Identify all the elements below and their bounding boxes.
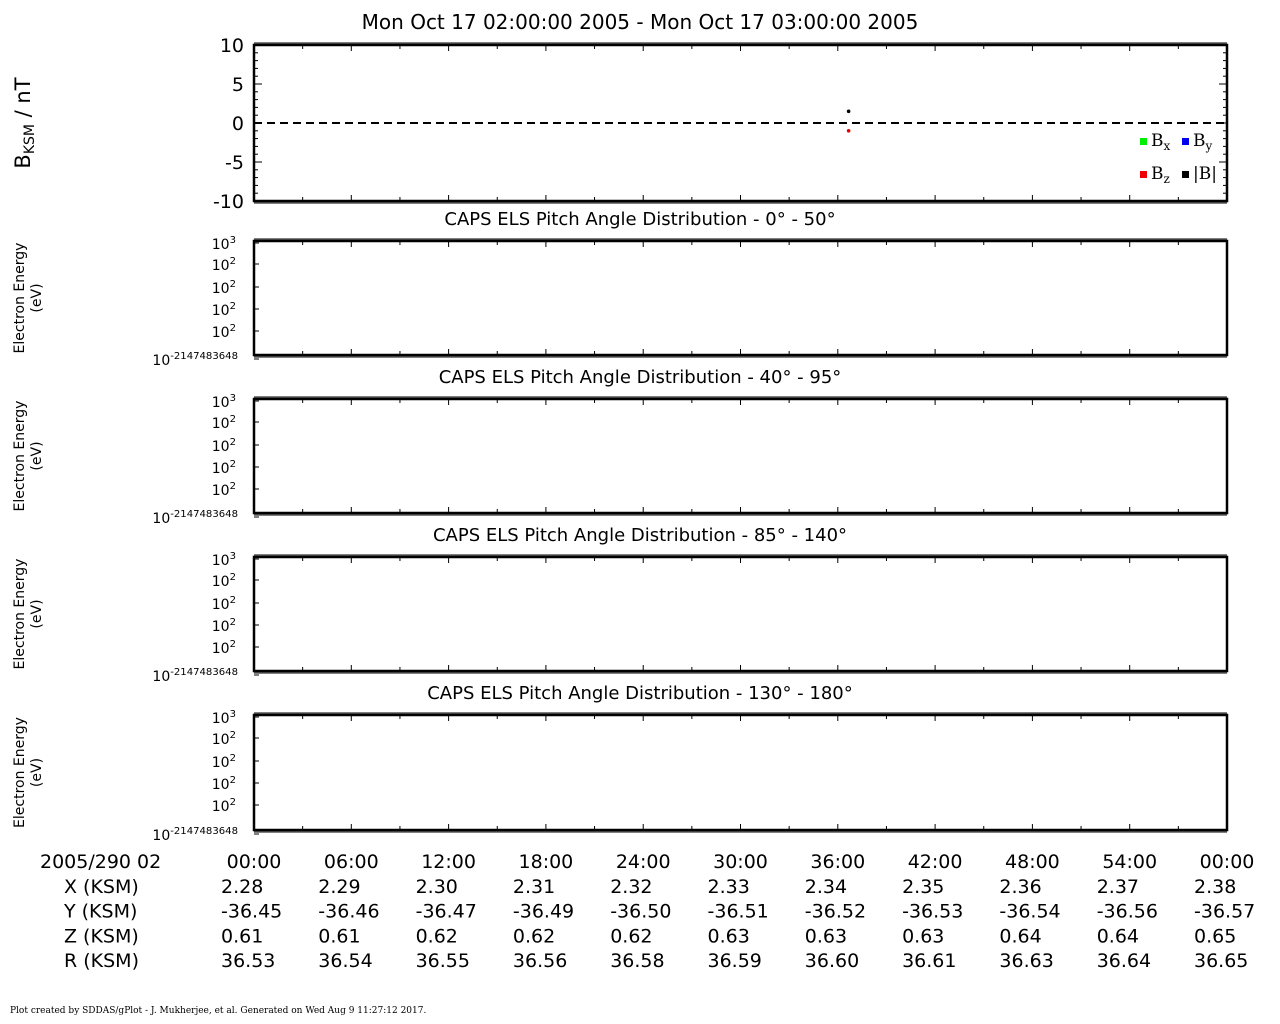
time-tick-label: 42:00 <box>907 851 963 873</box>
y-tick-label: 5 <box>231 74 244 96</box>
time-axis <box>40 851 1254 873</box>
panel-title: CAPS ELS Pitch Angle Distribution - 85° - 140° <box>432 525 848 546</box>
y-tick-label: $10^{-2147483648}$ <box>152 509 238 527</box>
ephemeris-value: 36.59 <box>707 950 762 973</box>
ephemeris-value: -36.57 <box>1194 900 1256 923</box>
y-tick-label: -5 <box>225 152 244 174</box>
ephemeris-value: 2.35 <box>902 876 945 898</box>
y-tick-label: 10 <box>219 35 244 57</box>
ephemeris-value: 2.32 <box>610 876 653 898</box>
legend-swatch <box>1140 138 1147 145</box>
legend-label: $B_z$ <box>1151 164 1170 186</box>
ephemeris-value: -36.56 <box>1096 900 1158 923</box>
y-axis-label: Electron Energy(eV) <box>12 400 45 512</box>
panel-4 <box>12 683 1227 844</box>
ephemeris-value: 2.36 <box>999 876 1042 898</box>
legend-swatch <box>1140 171 1147 178</box>
ephemeris-value: 36.64 <box>1096 950 1152 973</box>
y-tick-label: $10^2$ <box>211 617 236 635</box>
y-tick-label: $10^3$ <box>211 709 236 727</box>
ephemeris-value: 36.65 <box>1194 950 1249 973</box>
ephemeris-value: 2.30 <box>415 876 458 898</box>
y-tick-label: $10^2$ <box>211 775 236 793</box>
ephemeris-value: 0.61 <box>221 925 264 948</box>
y-tick-label: $10^2$ <box>211 481 236 499</box>
ephemeris-row <box>63 901 1255 923</box>
ephemeris-value: 2.31 <box>512 876 556 898</box>
ephemeris-value: 0.62 <box>610 925 653 948</box>
ephemeris-value: 36.58 <box>610 950 665 973</box>
ephemeris-value: 0.62 <box>415 925 458 948</box>
y-tick-label: $10^3$ <box>211 393 236 411</box>
y-axis-label: BKSM / nT <box>11 77 38 169</box>
page-title: Mon Oct 17 02:00:00 2005 - Mon Oct 17 03:00:00 2005 <box>361 10 919 34</box>
ephemeris-label: X (KSM) <box>64 876 139 898</box>
ephemeris-value: 2.29 <box>318 876 361 898</box>
ephemeris-value: 0.63 <box>902 925 945 948</box>
y-tick-label: $10^2$ <box>211 323 236 341</box>
y-tick-label: $10^2$ <box>211 639 236 657</box>
ephemeris-label: R (KSM) <box>64 950 139 973</box>
y-tick-label: $10^2$ <box>211 414 236 432</box>
ephemeris-value: -36.51 <box>707 900 769 923</box>
panel-title: CAPS ELS Pitch Angle Distribution - 0° - 50° <box>444 209 836 230</box>
ephemeris-label: Z (KSM) <box>64 925 139 948</box>
ephemeris-value: -36.53 <box>902 900 964 923</box>
ephemeris-value: 0.63 <box>804 925 848 948</box>
y-tick-label: $10^2$ <box>211 256 236 274</box>
data-point <box>847 129 851 133</box>
ephemeris-value: 2.33 <box>707 876 750 898</box>
panel-2 <box>12 367 1227 527</box>
ephemeris-value: 0.64 <box>1096 925 1140 948</box>
ephemeris-value: -36.50 <box>610 900 672 923</box>
data-point <box>847 110 851 114</box>
ephemeris-value: 0.63 <box>707 925 750 948</box>
y-tick-label: $10^2$ <box>211 437 236 455</box>
legend-swatch <box>1182 138 1189 145</box>
y-tick-label: $10^2$ <box>211 301 236 319</box>
ephemeris-value: 2.28 <box>221 876 264 898</box>
ephemeris-value: 0.64 <box>999 925 1042 948</box>
ephemeris-value: 36.55 <box>415 950 471 973</box>
ephemeris-value: 2.34 <box>804 876 848 898</box>
time-tick-label: 24:00 <box>615 851 671 873</box>
ephemeris-value: 36.60 <box>804 950 860 973</box>
panel-title: CAPS ELS Pitch Angle Distribution - 40° - 95° <box>438 367 842 388</box>
ephemeris-value: 0.65 <box>1194 925 1237 948</box>
plot-frame <box>254 241 1227 355</box>
panel-0 <box>11 35 1227 213</box>
time-tick-label: 12:00 <box>421 851 476 873</box>
ephemeris-value: 2.38 <box>1194 876 1237 898</box>
y-tick-label: $10^3$ <box>211 235 236 253</box>
ephemeris-value: 36.61 <box>902 950 957 973</box>
plot-frame <box>254 557 1227 671</box>
ephemeris-row <box>64 925 1236 947</box>
plot-frame <box>254 715 1227 830</box>
y-tick-label: $10^2$ <box>211 753 236 771</box>
ephemeris-row <box>64 950 1248 972</box>
panel-3 <box>12 525 1227 685</box>
y-tick-label: $10^2$ <box>211 459 236 477</box>
time-tick-label: 36:00 <box>810 851 866 873</box>
y-axis-label: Electron Energy(eV) <box>12 242 45 354</box>
y-axis-label: Electron Energy(eV) <box>12 558 45 670</box>
legend-label: $B_x$ <box>1151 131 1171 153</box>
time-tick-label: 48:00 <box>1005 851 1060 873</box>
time-tick-label: 00:00 <box>226 851 282 873</box>
time-tick-label: 18:00 <box>518 851 574 873</box>
y-tick-label: 0 <box>231 113 244 135</box>
ephemeris-value: 0.62 <box>512 925 556 948</box>
ephemeris-value: 2.37 <box>1096 876 1140 898</box>
ephemeris-value: -36.52 <box>804 900 867 923</box>
y-tick-label: $10^2$ <box>211 572 236 590</box>
y-tick-label: $10^{-2147483648}$ <box>152 667 238 685</box>
ephemeris-value: -36.47 <box>415 900 477 923</box>
legend-swatch <box>1182 171 1189 178</box>
ephemeris-value: -36.49 <box>512 900 575 923</box>
y-tick-label: $10^2$ <box>211 595 236 613</box>
time-tick-label: 06:00 <box>323 851 379 873</box>
ephemeris-value: -36.54 <box>999 900 1061 923</box>
y-tick-label: $10^{-2147483648}$ <box>152 351 238 369</box>
y-tick-label: $10^2$ <box>211 730 236 748</box>
y-tick-label: -10 <box>212 191 244 213</box>
y-tick-label: $10^3$ <box>211 551 236 569</box>
panel-1 <box>12 209 1227 369</box>
plot-frame <box>254 399 1227 513</box>
y-tick-label: $10^2$ <box>211 279 236 297</box>
legend-label: |B| <box>1193 164 1217 184</box>
ephemeris-value: -36.46 <box>318 900 380 923</box>
ephemeris-value: 36.54 <box>318 950 373 973</box>
ephemeris-value: 36.53 <box>221 950 276 973</box>
time-tick-label: 30:00 <box>713 851 768 873</box>
ephemeris-row <box>64 876 1236 898</box>
ephemeris-value: -36.45 <box>221 900 283 923</box>
time-row-label: 2005/290 02 <box>40 851 162 873</box>
legend-label: $B_y$ <box>1193 131 1213 153</box>
ephemeris-value: 36.56 <box>512 950 568 973</box>
footer-credit: Plot created by SDDAS/gPlot - J. Mukherjee, et al. Generated on Wed Aug 9 11:27:12 2017. <box>10 1006 427 1016</box>
ephemeris-value: 36.63 <box>999 950 1054 973</box>
ephemeris-value: 0.61 <box>318 925 361 948</box>
y-tick-label: $10^2$ <box>211 797 236 815</box>
time-tick-label: 00:00 <box>1199 851 1255 873</box>
time-tick-label: 54:00 <box>1102 851 1158 873</box>
ephemeris-label: Y (KSM) <box>64 900 138 923</box>
panel-title: CAPS ELS Pitch Angle Distribution - 130° - 180° <box>427 683 853 704</box>
y-tick-label: $10^{-2147483648}$ <box>152 826 238 844</box>
y-axis-label: Electron Energy(eV) <box>12 717 45 828</box>
